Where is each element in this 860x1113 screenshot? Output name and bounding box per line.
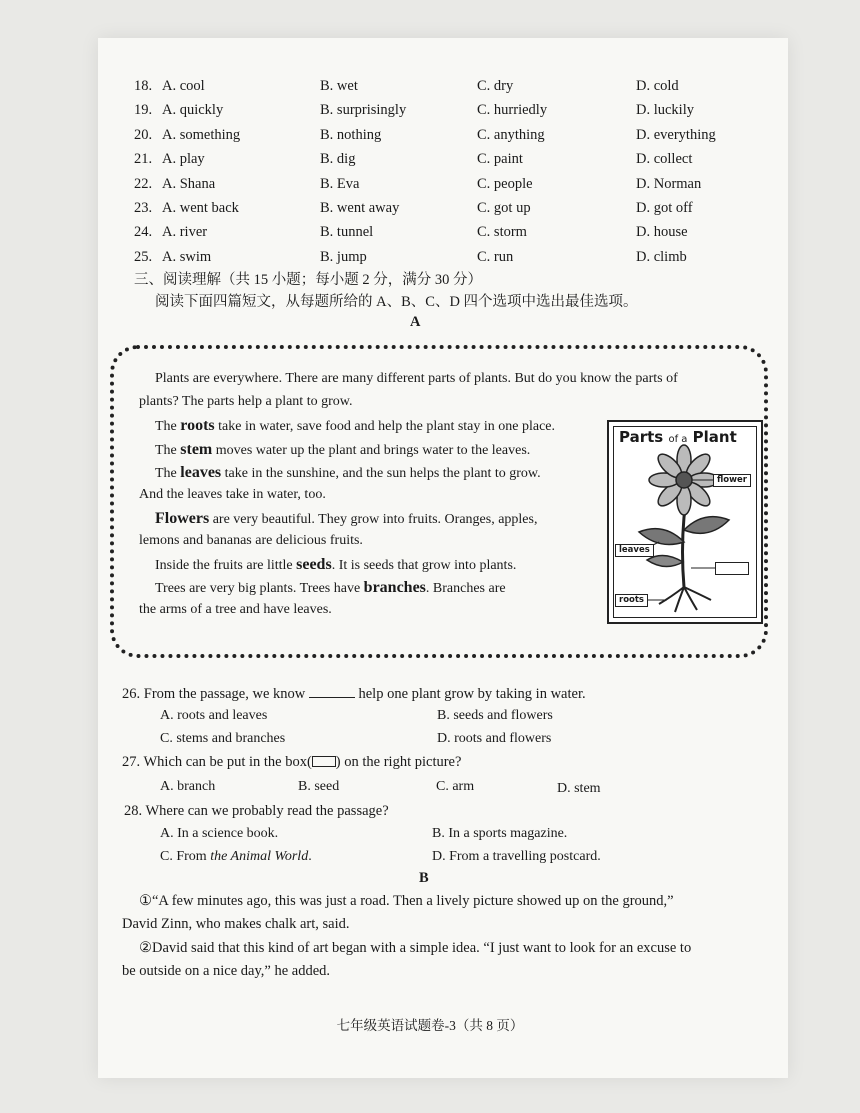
option-d: D. luckily	[636, 102, 694, 119]
passage-b-label: B	[419, 870, 429, 886]
option-c: C. got up	[477, 200, 531, 216]
q27-option-c: C. arm	[436, 779, 475, 794]
option-a: A. play	[162, 151, 205, 168]
option-d: D. cold	[636, 78, 679, 94]
cloze-option-row	[0, 78, 860, 100]
leaves-label: leaves	[615, 544, 654, 557]
section-heading: 三、阅读理解（共 15 小题；每小题 2 分，满分 30 分）	[134, 272, 482, 288]
keyword-stem: stem	[180, 441, 213, 458]
roots-sentence: The roots take in water, save food and help the plant stay in one place.	[155, 417, 556, 434]
option-d: D. house	[636, 224, 688, 241]
cloze-option-row	[0, 224, 860, 246]
question-number: 20.	[134, 126, 153, 143]
q27-option-a: A. branch	[160, 779, 216, 794]
option-c: C. run	[477, 248, 514, 265]
option-b: B. dig	[320, 151, 356, 168]
passage-b-line: ②David said that this kind of art began with a simple idea. “I just want to look for an excuse to	[139, 940, 692, 956]
option-a: A. Shana	[162, 175, 216, 192]
answer-blank	[309, 685, 355, 698]
passage-a-label: A	[410, 314, 421, 330]
question-number: 21.	[134, 151, 153, 168]
option-c: C. paint	[477, 151, 523, 168]
option-c: C. anything	[477, 126, 545, 143]
question-number: 23.	[134, 200, 153, 216]
question-26: 26. From the passage, we know help one plant grow by taking in water.	[122, 686, 586, 702]
option-b: B. jump	[320, 248, 367, 265]
option-a: A. river	[162, 224, 208, 241]
option-c: C. storm	[477, 224, 527, 241]
q28-option-c: C. From the Animal World.	[160, 849, 312, 864]
q28-option-b: B. In a sports magazine.	[432, 826, 568, 841]
picture-title: Parts of a Plant	[619, 428, 737, 446]
passage-b-line: David Zinn, who makes chalk art, said.	[122, 916, 350, 932]
q28-option-a: A. In a science book.	[160, 826, 279, 841]
box-icon	[312, 756, 336, 767]
option-b: B. tunnel	[320, 224, 374, 241]
question-number: 24.	[134, 224, 153, 241]
question-28: 28. Where can we probably read the passage?	[124, 803, 389, 819]
q26-option-b: B. seeds and flowers	[437, 708, 553, 723]
option-a: A. swim	[162, 248, 212, 265]
passage-a-line: And the leaves take in water, too.	[139, 487, 326, 502]
keyword-branches: branches	[363, 579, 426, 596]
passage-a-line: Plants are everywhere. There are many different parts of plants. But do you know the parts of	[155, 371, 678, 386]
question-number: 25.	[134, 248, 153, 265]
option-c: C. hurriedly	[477, 102, 548, 119]
option-a: A. went back	[162, 200, 239, 216]
option-c: C. dry	[477, 78, 514, 94]
option-a: A. cool	[162, 78, 205, 94]
parts-of-a-plant-picture	[607, 420, 763, 624]
cloze-option-row	[0, 151, 860, 173]
blank-label-box	[715, 562, 749, 575]
question-27: 27. Which can be put in the box( ) on the right picture?	[122, 754, 462, 770]
page-footer: 七年级英语试题卷-3（共 8 页）	[336, 1018, 524, 1033]
keyword-leaves: leaves	[180, 464, 222, 481]
cloze-option-row	[0, 176, 860, 198]
question-number: 19.	[134, 102, 153, 119]
option-b: B. Eva	[320, 175, 360, 192]
passage-a-line: plants? The parts help a plant to grow.	[139, 394, 353, 409]
flowers-sentence: Flowers are very beautiful. They grow into fruits. Oranges, apples,	[155, 510, 538, 527]
flower-label: flower	[713, 474, 751, 487]
q26-option-c: C. stems and branches	[160, 731, 286, 746]
option-c: C. people	[477, 175, 533, 192]
q27-option-d: D. stem	[557, 781, 601, 796]
passage-a-line: lemons and bananas are delicious fruits.	[139, 533, 363, 548]
stem-sentence: The stem moves water up the plant and brings water to the leaves.	[155, 441, 531, 458]
keyword-flowers: Flowers	[155, 510, 210, 527]
option-d: D. Norman	[636, 175, 702, 192]
option-b: B. wet	[320, 78, 358, 94]
option-b: B. went away	[320, 200, 400, 216]
plant-icon	[609, 422, 761, 622]
q27-option-b: B. seed	[298, 779, 340, 794]
option-a: A. something	[162, 126, 241, 143]
cloze-option-row	[0, 102, 860, 124]
passage-b-line: be outside on a nice day,” he added.	[122, 963, 331, 979]
q26-option-a: A. roots and leaves	[160, 708, 268, 723]
option-d: D. climb	[636, 248, 687, 265]
passage-a-line: the arms of a tree and have leaves.	[139, 602, 332, 617]
question-number: 22.	[134, 175, 153, 192]
section-instruction: 阅读下面四篇短文，从每题所给的 A、B、C、D 四个选项中选出最佳选项。	[155, 294, 638, 310]
option-d: D. everything	[636, 126, 716, 143]
option-a: A. quickly	[162, 102, 224, 119]
seeds-sentence: Inside the fruits are little seeds. It is seeds that grow into plants.	[155, 556, 517, 573]
question-number: 18.	[134, 78, 153, 94]
q28-option-d: D. From a travelling postcard.	[432, 849, 601, 864]
option-d: D. collect	[636, 151, 693, 168]
roots-label: roots	[615, 594, 648, 607]
option-b: B. nothing	[320, 126, 382, 143]
leaves-sentence: The leaves take in the sunshine, and the sun helps the plant to grow.	[155, 464, 541, 481]
q26-option-d: D. roots and flowers	[437, 731, 552, 746]
option-b: B. surprisingly	[320, 102, 407, 119]
keyword-roots: roots	[180, 417, 215, 434]
passage-b-line: ①“A few minutes ago, this was just a road. Then a lively picture showed up on the ground,”	[139, 893, 674, 909]
cloze-option-row	[0, 127, 860, 149]
option-d: D. got off	[636, 200, 693, 216]
branches-sentence: Trees are very big plants. Trees have branches. Branches are	[155, 579, 506, 596]
keyword-seeds: seeds	[296, 556, 332, 573]
cloze-option-row	[0, 200, 860, 222]
